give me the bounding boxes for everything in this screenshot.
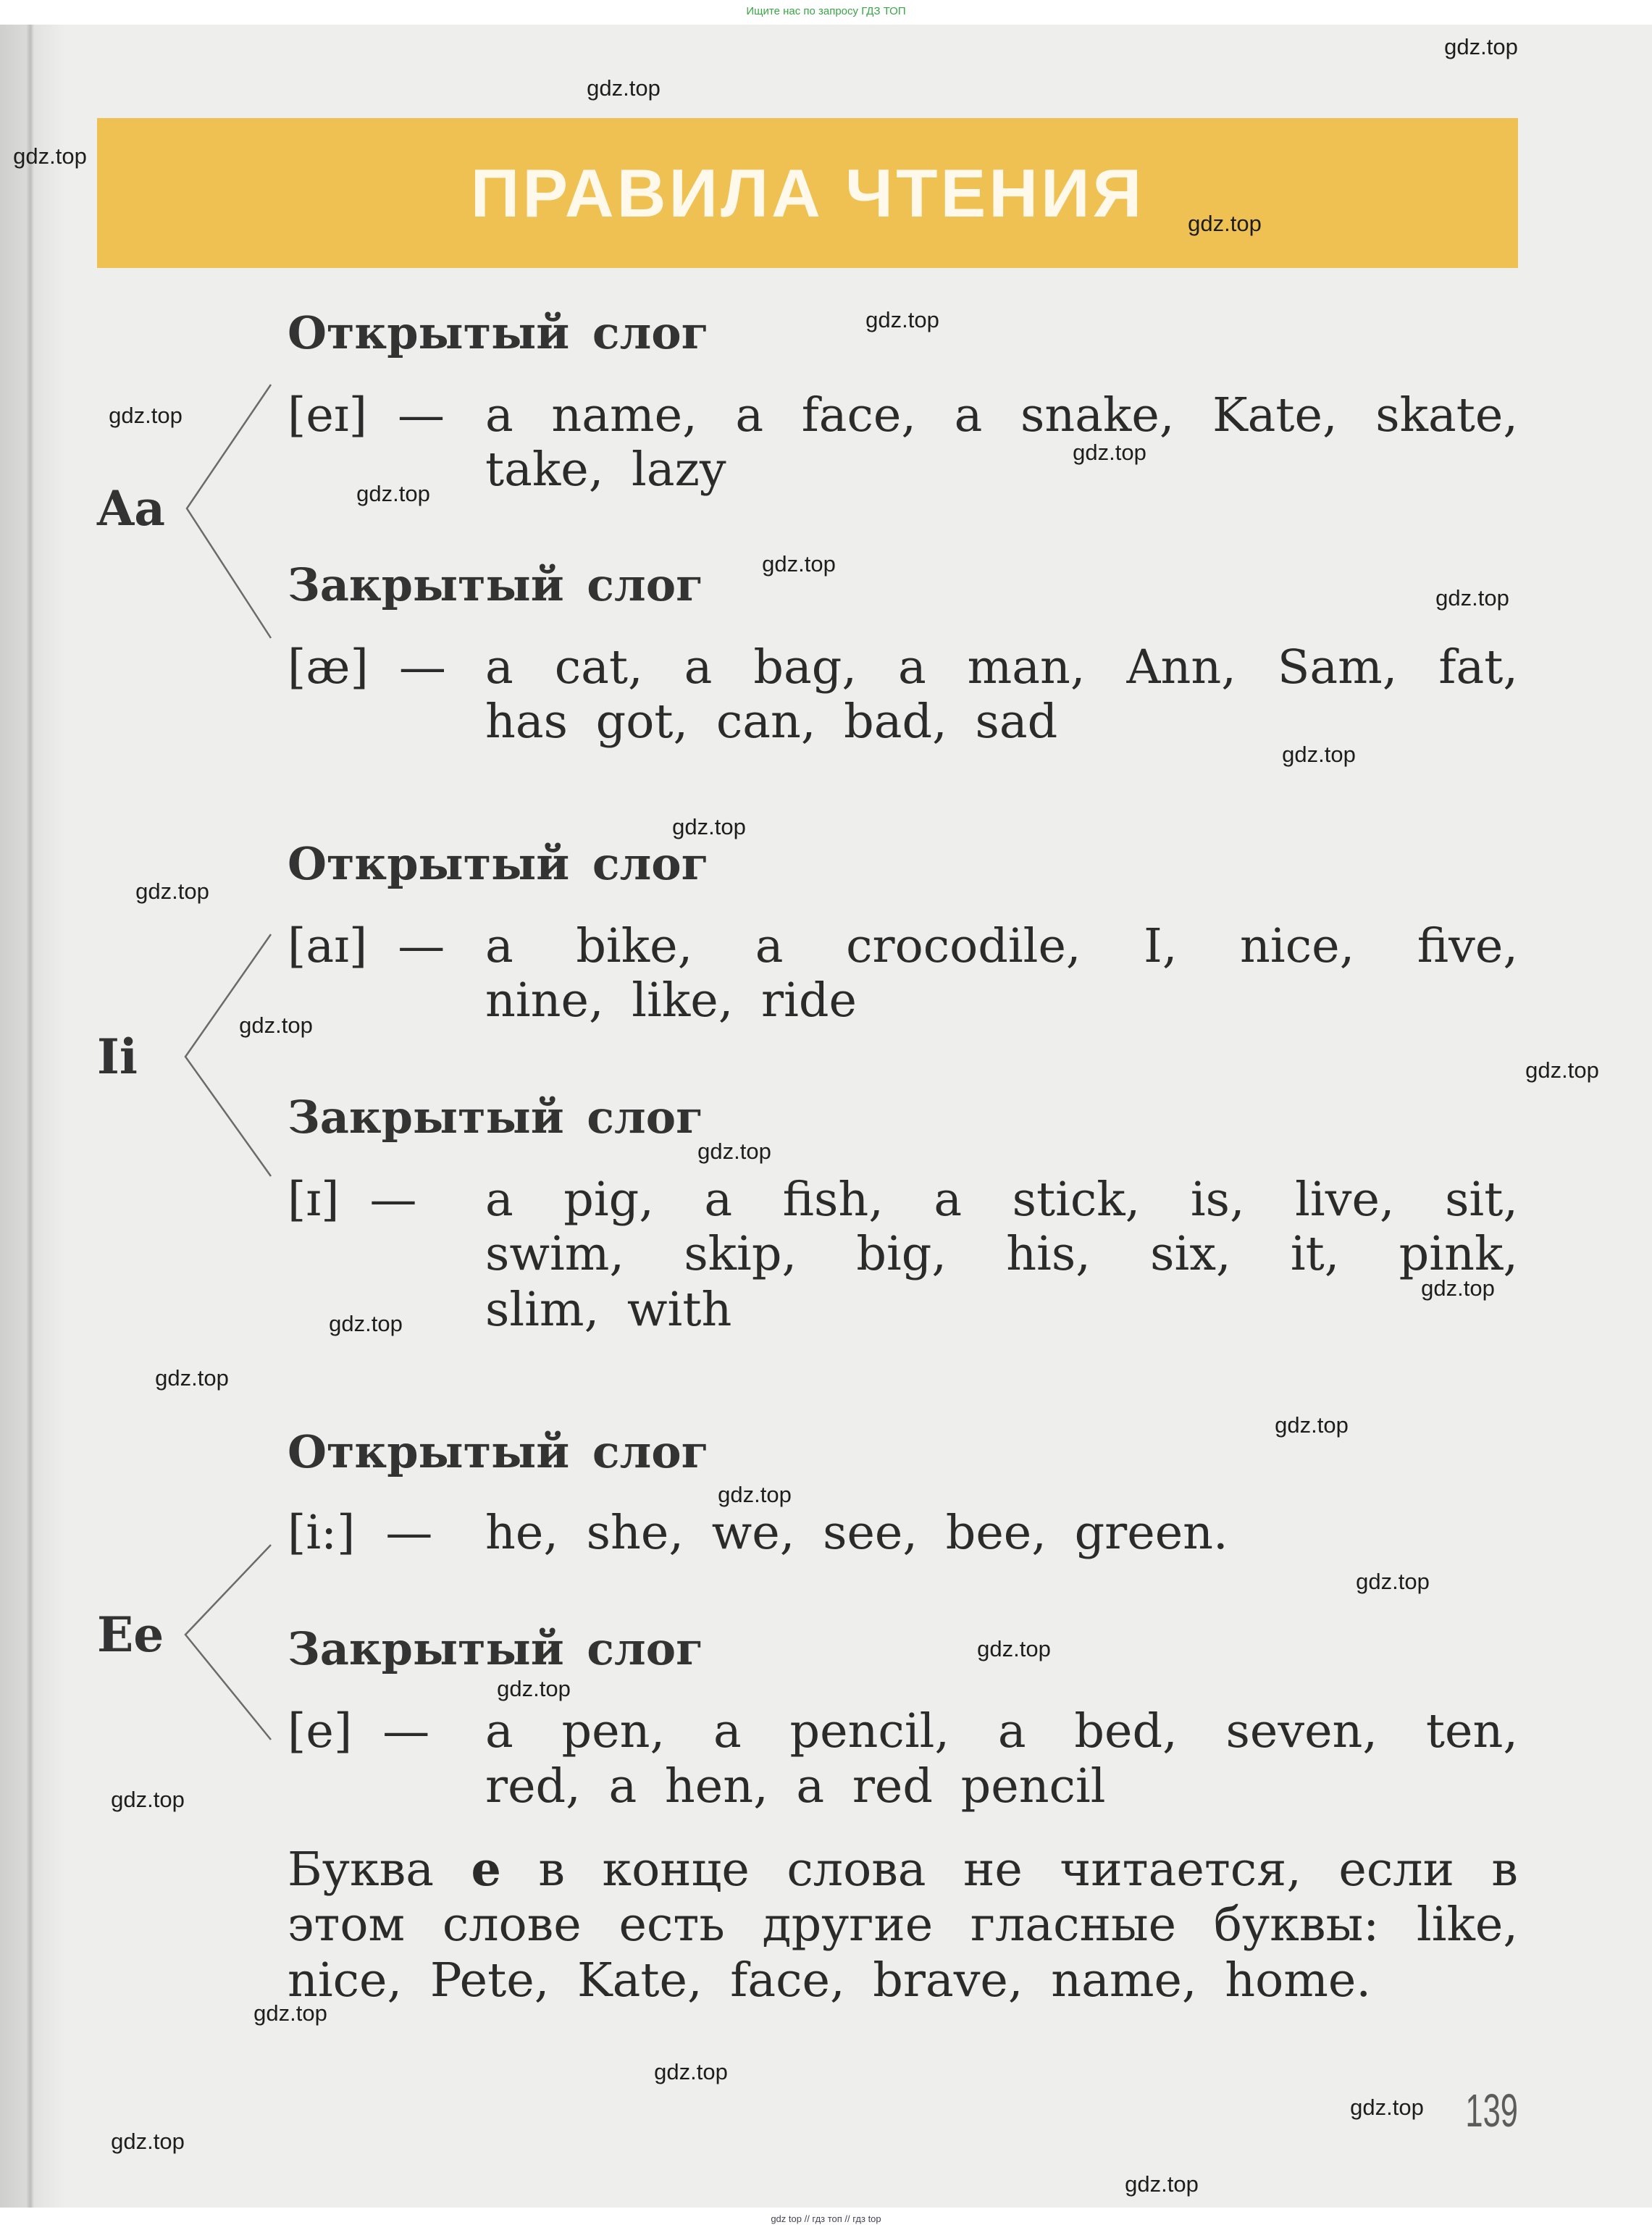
watermark: gdz.top xyxy=(1421,1275,1495,1301)
bracket-ee xyxy=(185,1545,271,1740)
watermark: gdz.top xyxy=(1350,2095,1424,2120)
dash: — xyxy=(398,919,445,973)
phoneme-ai: [aɪ] xyxy=(288,919,368,973)
dash: — xyxy=(385,1506,433,1560)
phoneme-row-ii-closed xyxy=(288,1171,417,1229)
bottom-notice: gdz top // гдз топ // гдз top xyxy=(771,2213,881,2224)
watermark: gdz.top xyxy=(13,143,87,169)
dash: — xyxy=(382,1704,430,1759)
note-line-1 xyxy=(288,1840,1518,1898)
example-line: slim, with xyxy=(485,1283,732,1337)
watermark: gdz.top xyxy=(329,1311,403,1336)
watermark: gdz.top xyxy=(109,403,183,428)
letter-aa: Aa xyxy=(97,480,165,537)
watermark: gdz.top xyxy=(1188,211,1262,236)
phoneme-short-i: [ɪ] xyxy=(288,1173,340,1227)
example-line: a cat, a bag, a man, Ann, Sam, fat, xyxy=(485,640,1518,695)
dash: — xyxy=(397,388,445,443)
watermark: gdz.top xyxy=(356,481,430,506)
watermark: gdz.top xyxy=(762,551,836,577)
watermark: gdz.top xyxy=(239,1013,313,1038)
dash: — xyxy=(398,640,446,695)
letter-ee: Ee xyxy=(97,1606,164,1663)
top-search-notice: Ищите нас по запросу ГДЗ ТОП xyxy=(746,5,906,17)
heading-closed-syllable-ii: Закрытый слог xyxy=(288,1091,704,1144)
watermark: gdz.top xyxy=(135,879,209,904)
heading-open-syllable-ee: Открытый слог xyxy=(288,1425,709,1478)
watermark: gdz.top xyxy=(1282,742,1356,767)
example-line: a name, a face, a snake, Kate, skate, xyxy=(485,388,1518,443)
heading-closed-syllable-ee: Закрытый слог xyxy=(288,1622,704,1675)
watermark: gdz.top xyxy=(1073,440,1146,465)
bracket-aa xyxy=(187,385,271,638)
note-text: Буква xyxy=(288,1843,471,1897)
watermark: gdz.top xyxy=(1125,2171,1199,2197)
watermark: gdz.top xyxy=(253,2000,327,2026)
example-line: has got, can, bad, sad xyxy=(485,695,1058,749)
phoneme-e: [e] xyxy=(288,1704,353,1759)
phoneme-row-ee-open xyxy=(288,1504,432,1562)
phoneme-row-aa-open xyxy=(288,387,445,445)
watermark: gdz.top xyxy=(1435,585,1509,611)
bracket-ii xyxy=(185,934,271,1176)
phoneme-ae: [æ] xyxy=(288,640,369,695)
watermark: gdz.top xyxy=(977,1636,1051,1661)
example-line: a bike, a crocodile, I, nice, five, xyxy=(485,919,1518,973)
heading-open-syllable-aa: Открытый слог xyxy=(288,306,709,359)
heading-closed-syllable-aa: Закрытый слог xyxy=(288,558,704,611)
watermark: gdz.top xyxy=(111,2129,185,2154)
example-line: nine, like, ride xyxy=(485,973,857,1028)
example-line: red, a hen, a red pencil xyxy=(485,1759,1106,1814)
note-text: в конце слова не читается, если в xyxy=(500,1843,1518,1897)
example-line: a pen, a pencil, a bed, seven, ten, xyxy=(485,1704,1518,1759)
page-title: ПРАВИЛА ЧТЕНИЯ xyxy=(470,155,1145,231)
watermark: gdz.top xyxy=(672,814,746,839)
phoneme-row-aa-closed xyxy=(288,639,446,697)
dash: — xyxy=(369,1173,417,1227)
watermark: gdz.top xyxy=(155,1365,229,1391)
watermark: gdz.top xyxy=(1275,1412,1349,1438)
example-line: swim, skip, big, his, six, it, pink, xyxy=(485,1227,1518,1281)
example-line: take, lazy xyxy=(485,443,726,497)
watermark: gdz.top xyxy=(1525,1057,1599,1083)
watermark: gdz.top xyxy=(865,307,939,332)
note-line-2: этом слове есть другие гласные буквы: like, xyxy=(288,1898,1518,1952)
example-line: he, she, we, see, bee, green. xyxy=(485,1506,1228,1560)
phoneme-long-i: [i:] xyxy=(288,1506,356,1560)
phoneme-ei: [eɪ] xyxy=(288,388,367,443)
phoneme-row-ii-open xyxy=(288,918,445,976)
watermark: gdz.top xyxy=(111,1787,185,1812)
note-line-3: nice, Pete, Kate, face, brave, name, home. xyxy=(288,1953,1372,2008)
example-line: a pig, a fish, a stick, is, live, sit, xyxy=(485,1173,1518,1227)
heading-open-syllable-ii: Открытый слог xyxy=(288,837,709,890)
watermark: gdz.top xyxy=(654,2059,728,2084)
watermark: gdz.top xyxy=(1444,34,1518,59)
note-letter-e: e xyxy=(471,1842,501,1897)
watermark: gdz.top xyxy=(1356,1569,1430,1594)
watermark: gdz.top xyxy=(718,1482,792,1507)
watermark: gdz.top xyxy=(587,75,661,101)
watermark: gdz.top xyxy=(497,1676,571,1701)
page-number: 139 xyxy=(1465,2084,1518,2137)
phoneme-row-ee-closed xyxy=(288,1703,429,1761)
letter-ii: Ii xyxy=(97,1028,138,1085)
watermark: gdz.top xyxy=(697,1139,771,1164)
